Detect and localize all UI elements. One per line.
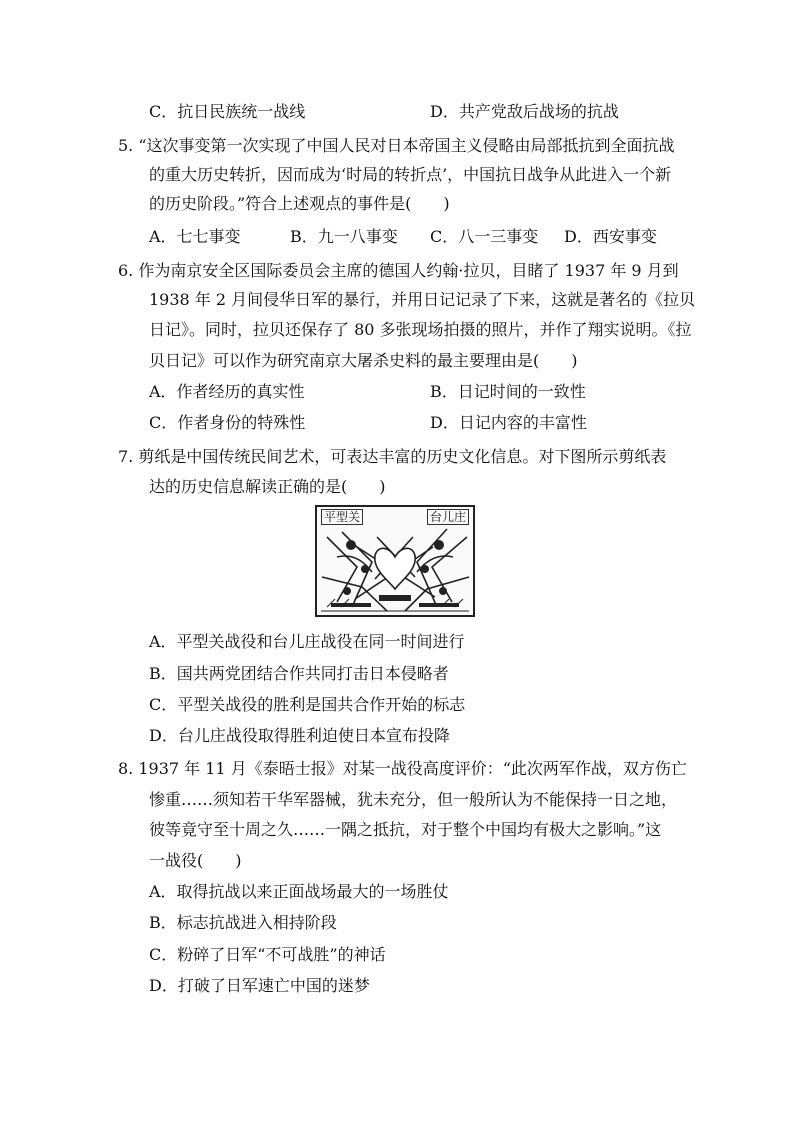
q5-option-a: A．七七事变 bbox=[149, 227, 241, 246]
q8-stem-line-2: 惨重……须知若干华军器械，犹未充分，但一般所认为不能保持一日之地， bbox=[149, 790, 678, 809]
q6-stem-line-1: 6. 作为南京安全区国际委员会主席的德国人约翰·拉贝，目睹了 1937 年 9 月到 bbox=[118, 261, 679, 280]
figure-label-pingxingguan: 平型关 bbox=[321, 509, 363, 525]
figure-label-taierzhuang: 台儿庄 bbox=[427, 509, 469, 525]
q5-stem-line-2: 的重大历史转折，因而成为‘时局的转折点’，中国抗日战争从此进入一个新 bbox=[149, 165, 672, 184]
q8-stem-line-4: 一战役( ) bbox=[149, 851, 242, 870]
q5-option-c: C．八一三事变 bbox=[430, 227, 539, 246]
q4-option-d: D．共产党敌后战场的抗战 bbox=[430, 102, 619, 121]
q7-option-d: D．台儿庄战役取得胜利迫使日本宣布投降 bbox=[149, 726, 450, 745]
q6-stem-line-3: 日记》。同时，拉贝还保存了 80 多张现场拍摄的照片，并作了翔实说明。《拉 bbox=[149, 320, 692, 339]
q4-option-c: C．抗日民族统一战线 bbox=[149, 102, 306, 121]
q7-option-b: B．国共两党团结合作共同打击日本侵略者 bbox=[149, 664, 449, 683]
q8-option-b: B．标志抗战进入相持阶段 bbox=[149, 913, 337, 932]
q8-stem-line-1: 8. 1937 年 11 月《泰晤士报》对某一战役高度评价：“此次两军作战，双方伤亡 bbox=[118, 759, 687, 778]
q6-option-b: B．日记时间的一致性 bbox=[430, 382, 586, 401]
q5-option-d: D．西安事变 bbox=[564, 227, 657, 246]
q8-stem-line-3: 彼等竟守至十周之久……一隅之抵抗，对于整个中国均有极大之影响。”这 bbox=[149, 820, 662, 839]
q6-option-a: A．作者经历的真实性 bbox=[149, 382, 305, 401]
q5-option-b: B．九一八事变 bbox=[290, 227, 398, 246]
q8-option-a: A．取得抗战以来正面战场最大的一场胜仗 bbox=[149, 882, 449, 901]
q6-option-d: D．日记内容的丰富性 bbox=[430, 413, 587, 432]
paper-cut-image bbox=[315, 505, 475, 617]
q6-option-c: C．作者身份的特殊性 bbox=[149, 413, 306, 432]
q7-stem-line-1: 7. 剪纸是中国传统民间艺术，可表达丰富的历史文化信息。对下图所示剪纸表 bbox=[118, 447, 667, 466]
q7-option-c: C．平型关战役的胜利是国共合作开始的标志 bbox=[149, 695, 466, 714]
q6-stem-line-2: 1938 年 2 月间侵华日军的暴行，并用日记记录了下来，这就是著名的《拉贝 bbox=[149, 290, 696, 309]
q5-stem-line-3: 的历史阶段。”符合上述观点的事件是( ) bbox=[149, 194, 450, 213]
q5-stem-line-1: 5. “这次事变第一次实现了中国人民对日本帝国主义侵略由局部抵抗到全面抗战 bbox=[118, 136, 675, 155]
q7-stem-line-2: 达的历史信息解读正确的是( ) bbox=[149, 477, 386, 496]
q8-option-c: C．粉碎了日军“不可战胜”的神话 bbox=[149, 945, 386, 964]
q8-option-d: D．打破了日军速亡中国的迷梦 bbox=[149, 976, 370, 995]
q6-stem-line-4: 贝日记》可以作为研究南京大屠杀史料的最主要理由是( ) bbox=[149, 351, 578, 370]
q7-option-a: A．平型关战役和台儿庄战役在同一时间进行 bbox=[149, 632, 465, 651]
